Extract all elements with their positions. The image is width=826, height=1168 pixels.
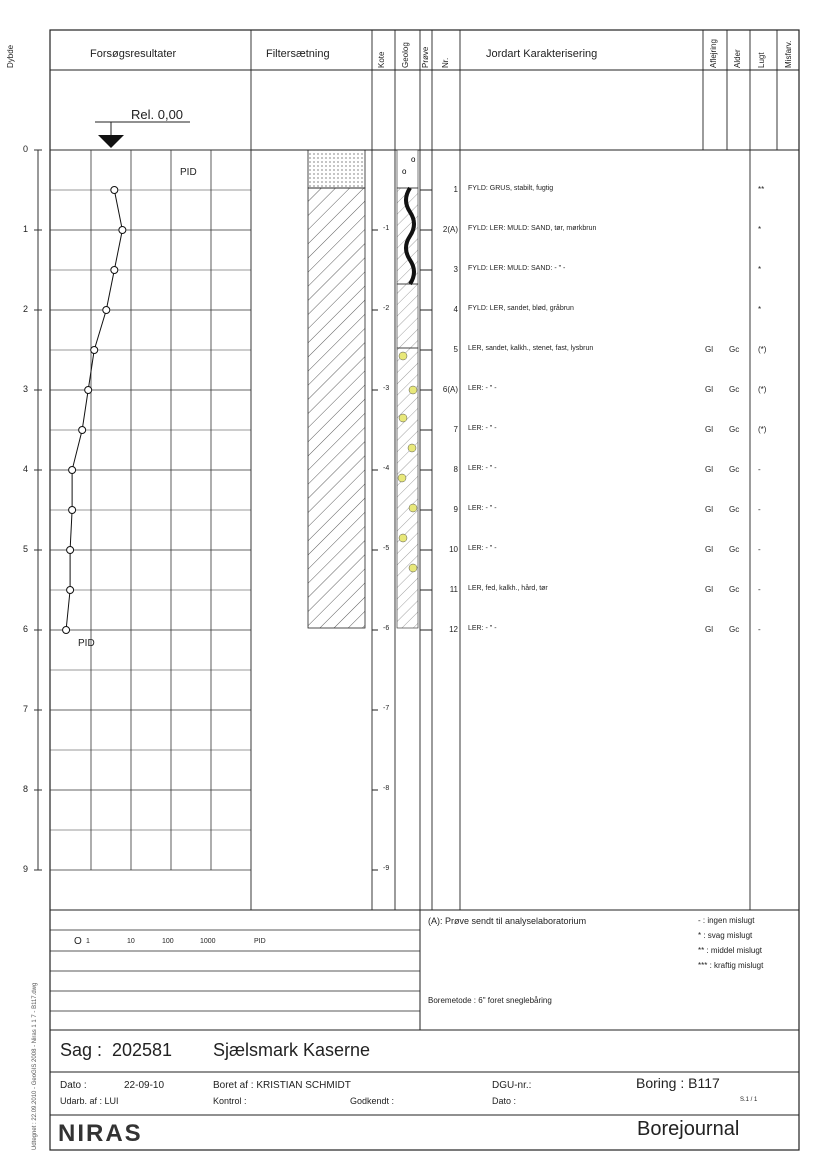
- misfarv-header-text: Misfarv.: [784, 40, 793, 68]
- lugt-header-text: Lugt: [757, 52, 766, 68]
- rel-label: Rel. 0,00: [131, 107, 184, 122]
- sample-number: 4: [453, 305, 458, 314]
- prove-header-text: Prøve: [421, 46, 430, 68]
- pid-point: [67, 587, 74, 594]
- pid-point: [119, 227, 126, 234]
- depth-tick-label: 9: [23, 864, 29, 874]
- depth-tick-label: 6: [23, 624, 29, 634]
- doc-title: Borejournal: [637, 1118, 740, 1140]
- sample-aflejring: Gl: [705, 505, 713, 514]
- sample-lugt: (*): [758, 425, 767, 434]
- depth-tick-label: 0: [23, 144, 29, 154]
- scale-1: 1: [86, 938, 90, 945]
- pid-point: [85, 387, 92, 394]
- scale-100: 100: [162, 938, 174, 945]
- soil-header: Jordart Karakterisering: [486, 48, 598, 60]
- depth-tick-label: 5: [23, 544, 29, 554]
- pid-point: [69, 467, 76, 474]
- sample-description: FYLD: GRUS, stabilt, fugtig: [468, 185, 554, 192]
- sample-alder: Gc: [729, 545, 740, 554]
- kote-ticks: [372, 230, 378, 870]
- kote-tick-label: -8: [383, 785, 390, 792]
- udarb-label: Udarb. af : LUI: [60, 1096, 119, 1106]
- sample-number: 11: [449, 585, 458, 594]
- legend-item: *** : kraftig mislugt: [698, 961, 764, 970]
- godkendt-label: Godkendt :: [350, 1096, 395, 1106]
- kote-tick-label: -2: [383, 305, 390, 312]
- sample-lugt: -: [758, 545, 761, 554]
- sample-number: 1: [453, 185, 458, 194]
- filter-sand: [308, 150, 365, 188]
- sample-lugt: *: [758, 225, 762, 234]
- pid-bottom-label: PID: [78, 638, 95, 649]
- sample-number: 10: [449, 545, 458, 554]
- method-note: Boremetode : 6" foret sneglebåring: [428, 996, 552, 1005]
- legend-item: * : svag mislugt: [698, 931, 753, 940]
- boret-label: Boret af : KRISTIAN SCHMIDT: [213, 1080, 351, 1091]
- sag-name: Sjælsmark Kaserne: [213, 1040, 371, 1060]
- depth-tick-label: 7: [23, 704, 29, 714]
- sample-number: 12: [449, 625, 458, 634]
- sample-aflejring: Gl: [705, 465, 713, 474]
- page-label: S.1 / 1: [740, 1097, 758, 1103]
- kote-tick-label: -1: [383, 225, 390, 232]
- sample-lugt: *: [758, 265, 762, 274]
- filter-hatch: [308, 188, 365, 628]
- pid-point: [103, 307, 110, 314]
- pid-point: [111, 267, 118, 274]
- depth-tick-label: 1: [23, 224, 29, 234]
- sample-description: FYLD: LER, sandet, blød, gråbrun: [468, 305, 574, 312]
- alder-header-text: Alder: [733, 49, 742, 68]
- depth-header: [6, 44, 29, 77]
- sag-number: 202581: [112, 1040, 173, 1060]
- sample-description: LER: - " -: [468, 545, 497, 552]
- pid-top-label: PID: [180, 167, 197, 178]
- pid-point: [69, 507, 76, 514]
- pid-point: [111, 187, 118, 194]
- side-note-text: Udtegnet : 22.09.2010 - GeoGIS 2008 - Niras 1 1 7 - B117.dwg: [32, 982, 38, 1150]
- sample-aflejring: Gl: [705, 345, 713, 354]
- kote-header: [377, 51, 393, 77]
- sample-number: 3: [453, 265, 458, 274]
- sample-description: LER: - " -: [468, 425, 497, 432]
- sample-lugt: **: [758, 185, 765, 194]
- pid-curve: [66, 190, 122, 630]
- scale-10: 10: [127, 938, 135, 945]
- sample-lugt: (*): [758, 345, 767, 354]
- dato-label: Dato :: [60, 1080, 87, 1091]
- legend-item: - : ingen mislugt: [698, 916, 755, 925]
- pid-point: [79, 427, 86, 434]
- lugt-header: [757, 52, 773, 77]
- dato2-label: Dato :: [492, 1096, 517, 1106]
- sample-lugt: -: [758, 505, 761, 514]
- kote-tick-label: -7: [383, 705, 390, 712]
- aflejring-header-text: Aflejring: [709, 39, 718, 68]
- sample-lugt: -: [758, 625, 761, 634]
- sample-ticks: [420, 190, 432, 630]
- sample-description: LER, fed, kalkh., hård, tør: [468, 585, 548, 592]
- sample-number: 5: [453, 345, 458, 354]
- sample-alder: Gc: [729, 585, 740, 594]
- nr-header: [441, 57, 451, 77]
- sample-alder: Gc: [729, 625, 740, 634]
- kote-tick-label: -4: [383, 465, 390, 472]
- geo-clay-fill: [397, 284, 418, 348]
- sample-number: 9: [453, 505, 458, 514]
- rel-triangle-icon: [98, 135, 124, 148]
- sample-alder: Gc: [729, 385, 740, 394]
- prove-header: [421, 46, 442, 77]
- depth-tick-label: 2: [23, 304, 29, 314]
- niras-logo: NIRAS: [58, 1120, 143, 1147]
- sample-lugt: (*): [758, 385, 767, 394]
- scale-o: O: [74, 936, 82, 947]
- pid-point: [63, 627, 70, 634]
- sample-aflejring: Gl: [705, 625, 713, 634]
- filter-header: Filtersætning: [266, 48, 330, 60]
- sample-description: LER: - " -: [468, 625, 497, 632]
- geo-o-label: o: [402, 167, 407, 176]
- nr-header-text: Nr.: [441, 57, 450, 68]
- kote-tick-label: -6: [383, 625, 390, 632]
- dgu-label: DGU-nr.:: [492, 1080, 532, 1091]
- sag-label: Sag :: [60, 1040, 103, 1060]
- sample-description: LER: - " -: [468, 385, 497, 392]
- depth-tick-label: 8: [23, 784, 29, 794]
- depth-tick-label: 3: [23, 384, 29, 394]
- sample-alder: Gc: [729, 465, 740, 474]
- sample-aflejring: Gl: [705, 385, 713, 394]
- geologi-header-text: Geolog: [401, 42, 410, 68]
- dato-value: 22-09-10: [124, 1080, 165, 1091]
- legend-item: ** : middel mislugt: [698, 946, 763, 955]
- boring-label: Boring : B117: [636, 1075, 720, 1091]
- pid-point: [67, 547, 74, 554]
- analysis-note: (A): Prøve sendt til analyselaboratorium: [428, 916, 587, 926]
- sample-lugt: -: [758, 465, 761, 474]
- kote-header-text: Kote: [377, 51, 386, 68]
- kote-tick-label: -3: [383, 385, 390, 392]
- pid-grid: [50, 150, 251, 870]
- sample-lugt: -: [758, 585, 761, 594]
- depth-header-text: Dybde: [6, 44, 15, 68]
- test-results-header: Forsøgsresultater: [90, 48, 177, 60]
- sample-description: LER, sandet, kalkh., stenet, fast, lysbrun: [468, 345, 594, 352]
- scale-1000: 1000: [200, 938, 216, 945]
- kote-tick-label: -5: [383, 545, 390, 552]
- sample-aflejring: Gl: [705, 425, 713, 434]
- sample-lugt: *: [758, 305, 762, 314]
- kontrol-label: Kontrol :: [213, 1096, 247, 1106]
- pid-points: [63, 187, 126, 634]
- depth-tick-label: 4: [23, 464, 29, 474]
- depth-ticks: [34, 150, 42, 870]
- sample-alder: Gc: [729, 425, 740, 434]
- scale-unit: PID: [254, 938, 266, 945]
- sample-description: FYLD: LER: MULD: SAND: - " -: [468, 265, 566, 272]
- alder-header: [733, 49, 752, 77]
- sample-alder: Gc: [729, 345, 740, 354]
- misfarv-header: [784, 40, 811, 77]
- sample-aflejring: Gl: [705, 585, 713, 594]
- kote-tick-label: -9: [383, 865, 390, 872]
- sample-alder: Gc: [729, 505, 740, 514]
- sample-number: 7: [453, 425, 458, 434]
- geo-o-label-2: o: [411, 155, 416, 164]
- sample-description: LER: - " -: [468, 465, 497, 472]
- sample-aflejring: Gl: [705, 545, 713, 554]
- sample-description: FYLD: LER: MULD: SAND, tør, mørkbrun: [468, 225, 597, 232]
- scale-lines: [50, 930, 420, 1011]
- sample-description: LER: - " -: [468, 505, 497, 512]
- sample-number: 6(A): [442, 385, 458, 394]
- sample-number: 8: [453, 465, 458, 474]
- pid-point: [91, 347, 98, 354]
- sample-number: 2(A): [442, 225, 458, 234]
